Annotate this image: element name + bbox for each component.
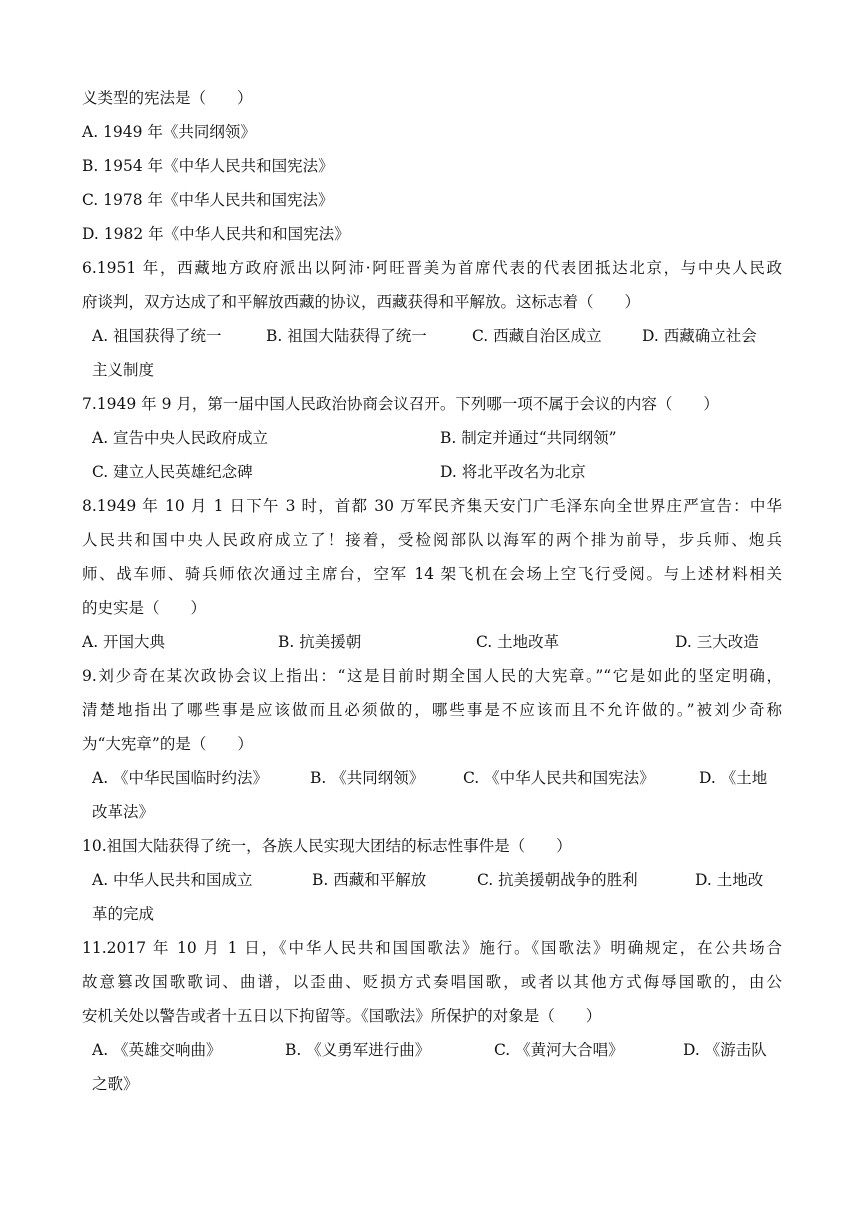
options-row [82, 766, 782, 800]
option-a: A. 宣告中央人民政府成立 [92, 429, 269, 447]
question-stem-line: 清楚地指出了哪些事是应该做而且必须做的，哪些事是不应该而且不允许做的。”被刘少奇称 [82, 701, 782, 719]
option-c: C. 土地改革 [476, 633, 560, 651]
question-stem-line: 为“大宪章”的是（ ） [82, 735, 253, 753]
question-stem-line: 安机关处以警告或者十五日以下拘留等。《国歌法》所保护的对象是（ ） [82, 1007, 602, 1025]
question-stem-line: 人民共和国中央人民政府成立了！接着，受检阅部队以海军的两个排为前导，步兵师、炮兵 [82, 531, 782, 549]
options-row [82, 324, 782, 358]
question-stem-line: 故意篡改国歌歌词、曲谱，以歪曲、贬损方式奏唱国歌，或者以其他方式侮辱国歌的，由公 [82, 973, 782, 991]
option-d-continuation: 革的完成 [92, 905, 155, 923]
option-c: C. 1978 年《中华人民共和国宪法》 [82, 191, 334, 209]
option-d-continuation: 主义制度 [92, 361, 155, 379]
option-a: A. 祖国获得了统一 [92, 327, 222, 345]
option-a: A. 中华人民共和国成立 [92, 871, 253, 889]
option-b: B. 祖国大陆获得了统一 [266, 327, 427, 345]
option-d: D. 土地改 [695, 871, 764, 889]
option-d: D. 《土地 [699, 769, 768, 787]
document-page [82, 86, 782, 1106]
option-b: B. 抗美援朝 [278, 633, 362, 651]
option-b: B. 《共同纲领》 [310, 769, 425, 787]
option-b: B. 制定并通过“共同纲领” [440, 429, 617, 447]
question-9 [82, 664, 782, 834]
options-row [82, 426, 782, 460]
question-5 [82, 86, 782, 256]
question-stem-line: 10.祖国大陆获得了统一，各族人民实现大团结的标志性事件是（ ） [82, 837, 572, 855]
question-10 [82, 834, 782, 936]
question-6 [82, 256, 782, 392]
question-stem-line: 6.1951 年，西藏地方政府派出以阿沛·阿旺晋美为首席代表的代表团抵达北京，与中央人民政 [82, 259, 782, 277]
question-stem-line: 师、战车师、骑兵师依次通过主席台，空军 14 架飞机在会场上空飞行受阅。与上述材料相关 [82, 565, 782, 583]
option-d: D. 三大改造 [675, 633, 759, 651]
option-a: A. 《英雄交响曲》 [92, 1041, 222, 1059]
options-row [82, 460, 782, 494]
question-stem-line: 7.1949 年 9 月，第一届中国人民政治协商会议召开。下列哪一项不属于会议的内容（ ） [82, 395, 719, 413]
option-a: A. 开国大典 [82, 633, 166, 651]
option-a: A. 《中华民国临时约法》 [92, 769, 269, 787]
option-b: B. 1954 年《中华人民共和国宪法》 [82, 157, 334, 175]
option-c: C. 建立人民英雄纪念碑 [92, 463, 253, 481]
option-d: D. 1982 年《中华人民共和和国宪法》 [82, 225, 350, 243]
question-stem-line: 府谈判，双方达成了和平解放西藏的协议，西藏获得和平解放。这标志着（ ） [82, 293, 641, 311]
question-5-stem-tail: 义类型的宪法是（ ） [82, 89, 253, 107]
question-stem-line: 11.2017 年 10 月 1 日，《中华人民共和国国歌法》施行。《国歌法》明确规定，在公共场合 [82, 939, 782, 957]
option-c: C. 《中华人民共和国宪法》 [463, 769, 655, 787]
option-a: A. 1949 年《共同纲领》 [82, 123, 256, 141]
options-row [82, 868, 782, 902]
option-c: C. 《黄河大合唱》 [494, 1041, 624, 1059]
question-11 [82, 936, 782, 1106]
question-stem-line: 的史实是（ ） [82, 599, 207, 617]
option-d: D. 将北平改名为北京 [440, 463, 586, 481]
question-7 [82, 392, 782, 494]
option-d: D. 《游击队 [683, 1041, 767, 1059]
question-stem-line: 8.1949 年 10 月 1 日下午 3 时，首都 30 万军民齐集天安门广毛泽东向全世界庄严宣告：中华 [82, 497, 782, 515]
option-c: C. 抗美援朝战争的胜利 [477, 871, 638, 889]
question-8 [82, 494, 782, 664]
option-c: C. 西藏自治区成立 [472, 327, 602, 345]
options-row [82, 630, 782, 664]
option-d-continuation: 之歌》 [92, 1075, 139, 1093]
question-stem-line: 9.刘少奇在某次政协会议上指出：“这是目前时期全国人民的大宪章。”“它是如此的坚定明确， [82, 667, 782, 685]
option-d: D. 西藏确立社会 [642, 327, 757, 345]
option-b: B. 西藏和平解放 [312, 871, 427, 889]
options-row [82, 1038, 782, 1072]
option-b: B. 《义勇军进行曲》 [285, 1041, 431, 1059]
option-d-continuation: 改革法》 [92, 803, 155, 821]
